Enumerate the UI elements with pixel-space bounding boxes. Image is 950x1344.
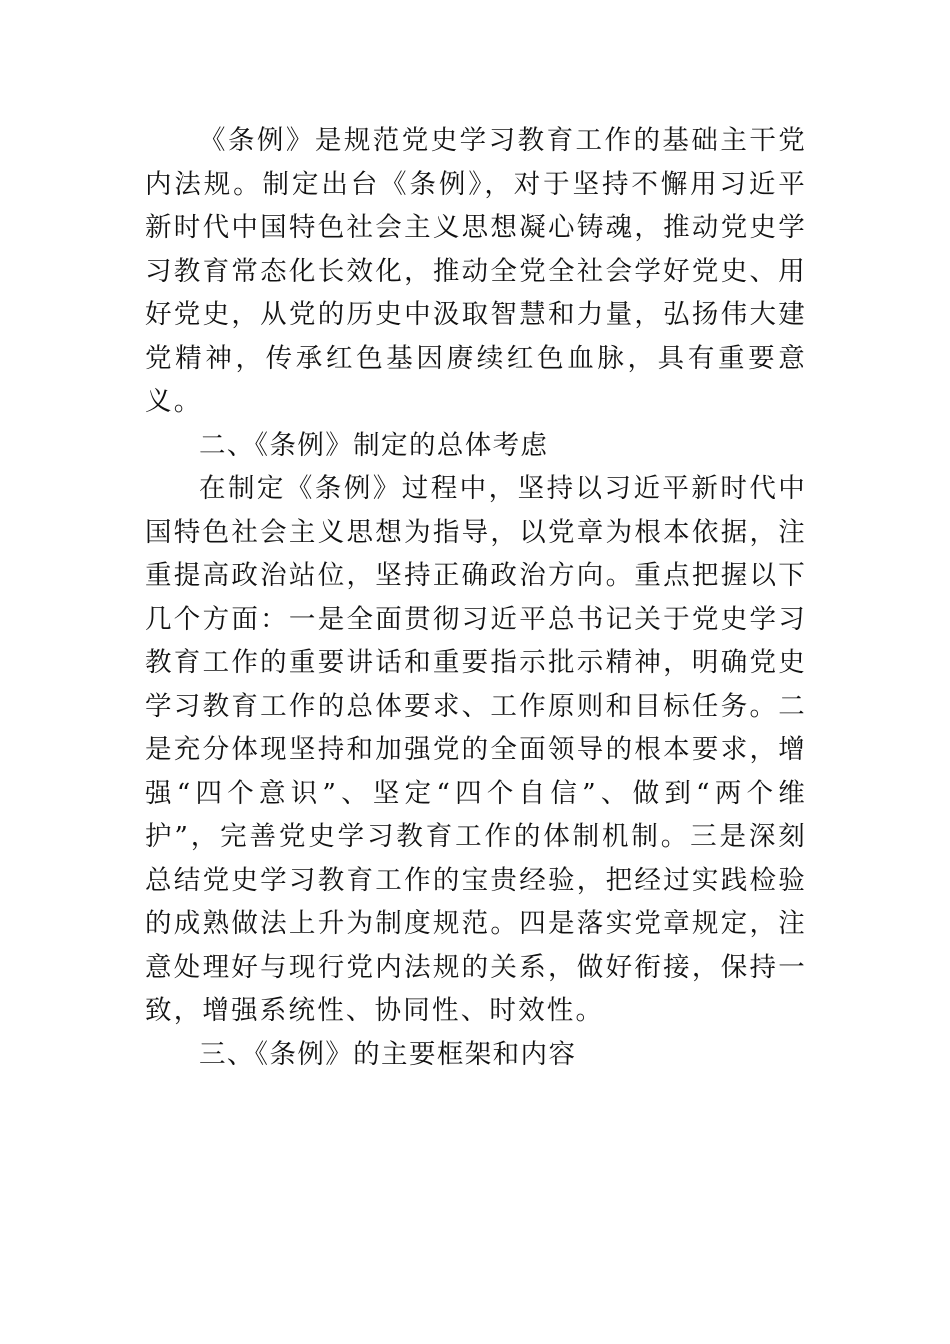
- paragraph-considerations: 在制定《条例》过程中，坚持以习近平新时代中国特色社会主义思想为指导，以党章为根本依据，注重提高政治站位，坚持正确政治方向。重点把握以下几个方面：一是全面贯彻习近平总书记关于党史学习教育工作的重要讲话和重要指示批示精神，明确党史学习教育工作的总体要求、工作原则和目标任务。二是充分体现坚持和加强党的全面领导的根本要求，增强“四个意识”、坚定“四个自信”、做到“两个维护”，完善党史学习教育工作的体制机制。三是深刻总结党史学习教育工作的宝贵经验，把经过实践检验的成熟做法上升为制度规范。四是落实党章规定，注意处理好与现行党内法规的关系，做好衔接，保持一致，增强系统性、协同性、时效性。: [145, 473, 807, 1026]
- section-heading-2: 二、《条例》制定的总体考虑: [199, 429, 549, 461]
- paragraph-significance: 《条例》是规范党史学习教育工作的基础主干党内法规。制定出台《条例》，对于坚持不懈用习近平新时代中国特色社会主义思想凝心铸魂，推动党史学习教育常态化长效化，推动全党全社会学好党史、用好党史，从党的历史中汲取智慧和力量，弘扬伟大建党精神，传承红色基因赓续红色血脉，具有重要意义。: [145, 125, 807, 417]
- document-body: [145, 119, 807, 1076]
- section-heading-3: 三、《条例》的主要框架和内容: [199, 1038, 577, 1070]
